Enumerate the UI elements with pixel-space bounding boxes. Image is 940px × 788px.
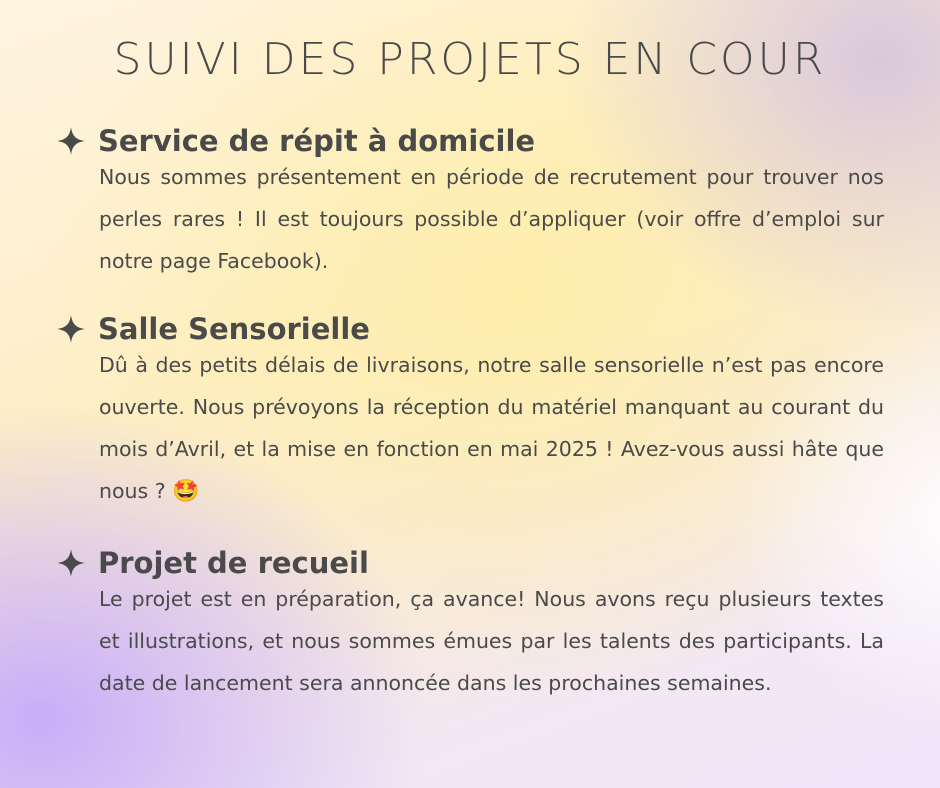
section-text: Nous sommes présentement en période de recrutement pour trouver nos perles rares ! Il est toujours possible d’appliquer (voir offre d’emploi sur notre page Facebook). <box>99 165 884 273</box>
sparkle-star-icon <box>56 548 86 578</box>
section-recueil <box>56 544 884 704</box>
section-heading: Projet de recueil <box>98 546 369 580</box>
sparkle-star-icon <box>56 126 86 156</box>
section-text-wrapper <box>99 344 884 513</box>
star-struck-emoji-icon: 🤩 <box>172 479 200 504</box>
section-heading: Service de répit à domicile <box>98 124 536 158</box>
section-repit <box>56 122 884 282</box>
section-text: Le projet est en préparation, ça avance! Nous avons reçu plusieurs textes et illustrations, et nous sommes émues par les talents des participants. La date de lancement sera annoncée dans les prochaines semaines. <box>99 587 884 695</box>
section-text: Dû à des petits délais de livraisons, notre salle sensorielle n’est pas encore ouverte. Nous prévoyons la réception du matériel manquant au courant du mois d’Avril, et la mise en fonction en mai 2025 ! Avez-vous aussi hâte que nous ? <box>99 353 884 503</box>
sparkle-star-icon <box>56 314 86 344</box>
section-salle-sensorielle <box>56 310 884 513</box>
section-heading: Salle Sensorielle <box>98 312 370 346</box>
page-title: SUIVI DES PROJETS EN COUR <box>113 34 827 85</box>
